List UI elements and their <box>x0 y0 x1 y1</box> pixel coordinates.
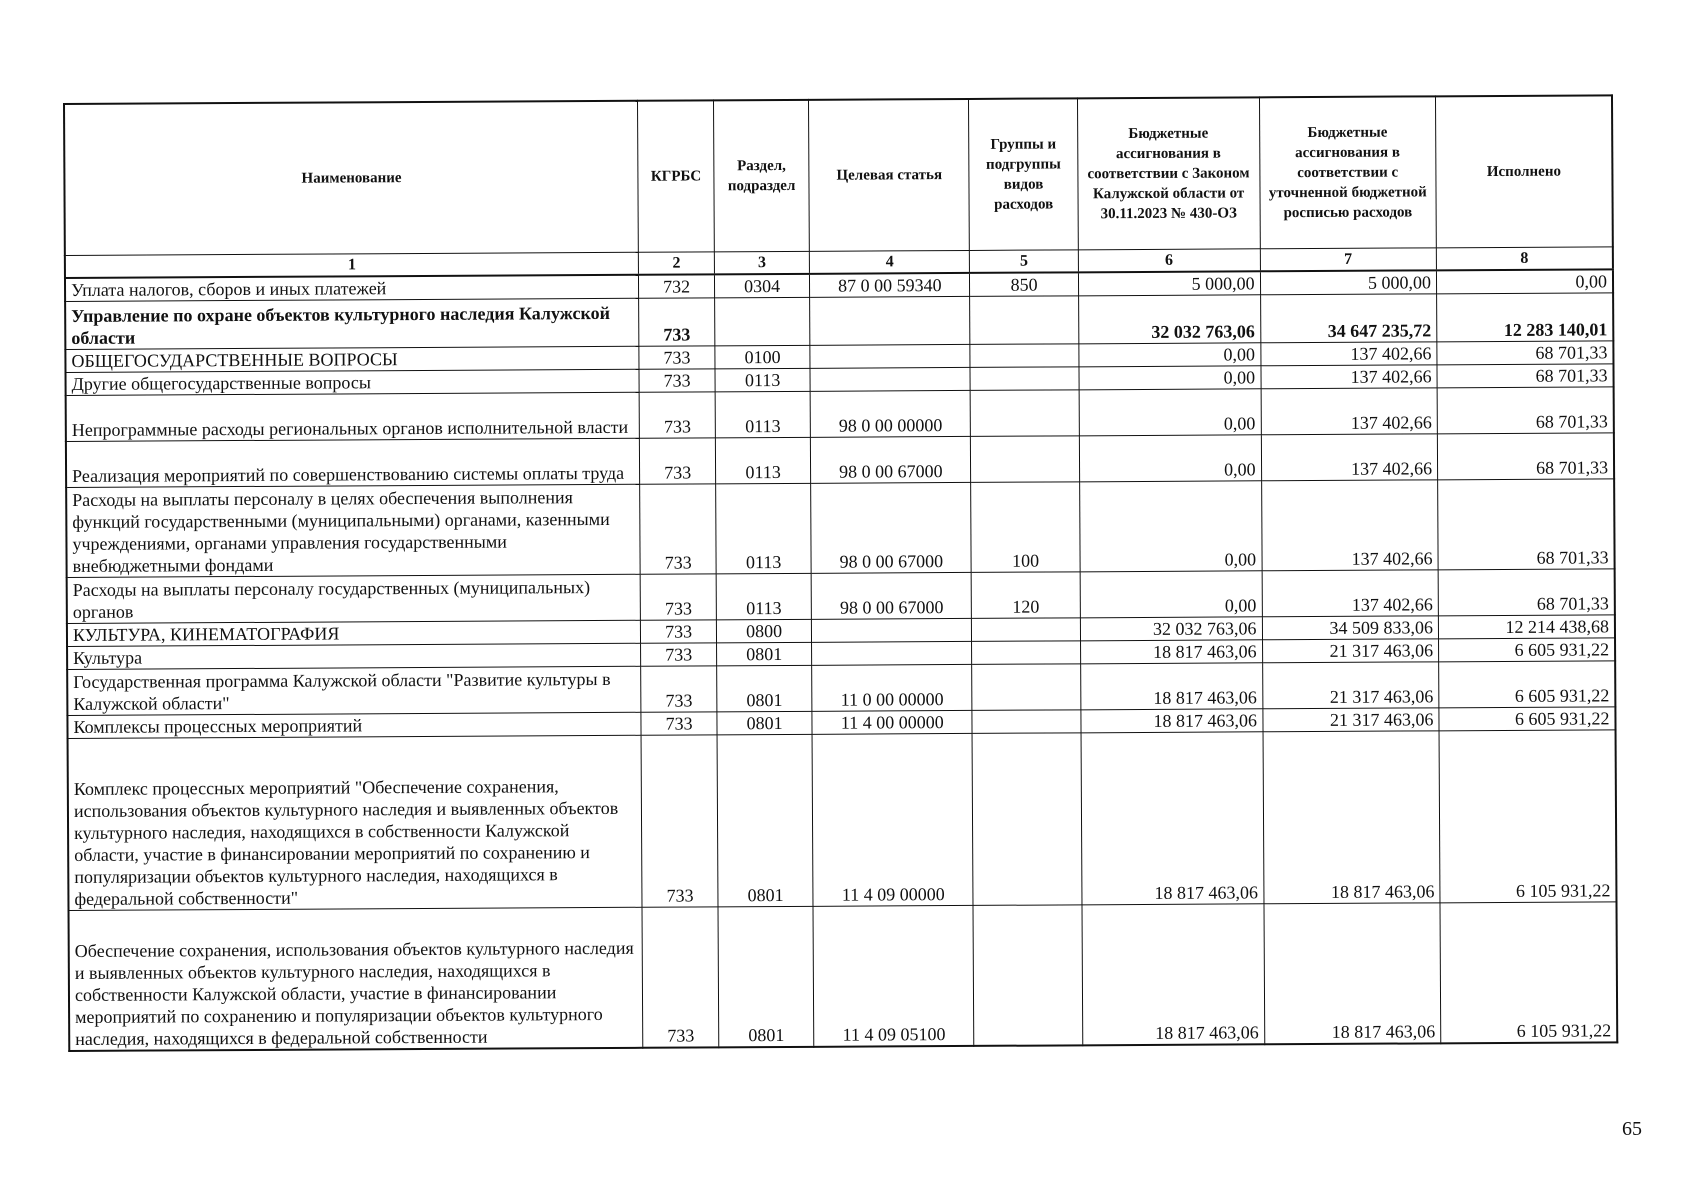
table-row <box>67 569 1615 624</box>
col-header-target: Целевая статья <box>809 99 970 251</box>
row-law-amount: 18 817 463,06 <box>1081 709 1263 733</box>
row-name: Комплексы процессных мероприятий <box>67 712 641 738</box>
col-header-law: Бюджетные ассигнования в соответствии с Законом Калужской области от 30.11.2023 № 430-ОЗ <box>1077 97 1260 250</box>
row-executed-amount: 68 701,33 <box>1437 364 1614 388</box>
row-name: Другие общегосударственные вопросы <box>66 369 640 395</box>
row-kgrbs: 733 <box>639 369 715 392</box>
row-section: 0801 <box>717 642 812 666</box>
row-law-amount: 0,00 <box>1079 343 1261 367</box>
row-section: 0113 <box>715 437 811 484</box>
row-group: 850 <box>970 272 1078 296</box>
row-section: 0113 <box>716 483 812 574</box>
row-group <box>972 641 1080 665</box>
row-section: 0113 <box>716 573 812 620</box>
col-number: 4 <box>810 250 970 273</box>
col-number: 6 <box>1078 249 1260 273</box>
row-group <box>970 296 1079 345</box>
row-section: 0800 <box>716 619 811 643</box>
row-executed-amount: 6 105 931,22 <box>1439 730 1616 903</box>
row-target: 11 0 00 00000 <box>812 664 972 711</box>
row-group <box>971 390 1080 437</box>
row-target: 98 0 00 67000 <box>811 482 972 573</box>
row-target: 11 4 09 05100 <box>813 905 974 1046</box>
row-law-amount: 18 817 463,06 <box>1081 732 1264 905</box>
col-number: 7 <box>1260 248 1437 271</box>
row-executed-amount: 0,00 <box>1436 269 1613 293</box>
row-section: 0801 <box>717 711 812 735</box>
page-number: 65 <box>1622 1118 1642 1140</box>
row-name: Расходы на выплаты персоналу в целях обеспечения выполнения функций государственными (муниципальными) органами, казенными учреждениями, органами управления государственными внебюджетными фондами <box>66 484 640 577</box>
col-header-section: Раздел, подраздел <box>713 100 809 252</box>
row-group <box>972 710 1080 734</box>
table-row <box>68 730 1617 911</box>
row-section: 0113 <box>715 391 811 438</box>
row-section: 0304 <box>714 274 809 298</box>
row-group <box>972 618 1080 642</box>
row-refined-amount: 21 317 463,06 <box>1262 639 1439 663</box>
row-law-amount: 18 817 463,06 <box>1082 904 1265 1045</box>
row-target <box>810 367 970 391</box>
budget-table <box>63 94 1618 1051</box>
row-target: 11 4 09 00000 <box>812 733 973 906</box>
row-kgrbs: 733 <box>641 735 718 907</box>
row-executed-amount: 68 701,33 <box>1438 479 1615 570</box>
row-executed-amount: 68 701,33 <box>1438 569 1615 616</box>
table-row <box>67 661 1615 716</box>
col-header-name: Наименование <box>64 101 639 256</box>
row-section: 0113 <box>715 368 810 392</box>
row-target <box>812 618 972 642</box>
row-name: Культура <box>67 643 641 669</box>
row-name: Уплата налогов, сборов и иных платежей <box>65 275 639 302</box>
row-kgrbs: 733 <box>641 666 717 712</box>
row-name: Управление по охране объектов культурного наследия Калужской области <box>65 298 639 349</box>
row-refined-amount: 137 402,66 <box>1262 570 1439 617</box>
row-target: 87 0 00 59340 <box>810 273 970 297</box>
budget-document <box>63 94 1618 1051</box>
row-executed-amount: 12 214 438,68 <box>1438 615 1615 639</box>
row-refined-amount: 137 402,66 <box>1261 388 1438 435</box>
row-kgrbs: 733 <box>640 574 716 620</box>
row-kgrbs: 733 <box>642 907 719 1047</box>
row-name: КУЛЬТУРА, КИНЕМАТОГРАФИЯ <box>67 620 641 646</box>
row-group <box>972 664 1081 711</box>
row-target: 98 0 00 67000 <box>811 572 971 619</box>
col-header-kgrbs: КГРБС <box>638 100 715 252</box>
row-kgrbs: 733 <box>641 643 717 666</box>
row-law-amount: 0,00 <box>1079 389 1261 436</box>
row-refined-amount: 21 317 463,06 <box>1262 708 1439 732</box>
row-law-amount: 0,00 <box>1079 481 1261 572</box>
col-number: 1 <box>65 252 639 278</box>
col-number: 5 <box>970 250 1078 273</box>
col-header-groups: Группы и подгруппы видов расходов <box>969 98 1078 250</box>
row-name: Непрограммные расходы региональных органов исполнительной власти <box>66 392 640 441</box>
row-kgrbs: 733 <box>639 298 715 346</box>
row-law-amount: 32 032 763,06 <box>1078 295 1260 344</box>
row-executed-amount: 68 701,33 <box>1437 387 1614 434</box>
row-refined-amount: 137 402,66 <box>1261 480 1438 571</box>
row-target: 98 0 00 67000 <box>811 436 971 483</box>
row-kgrbs: 733 <box>640 484 716 574</box>
row-section <box>715 297 811 346</box>
table-row <box>66 479 1614 578</box>
table-row <box>66 387 1614 442</box>
row-target: 98 0 00 00000 <box>810 390 970 437</box>
row-refined-amount: 34 509 833,06 <box>1262 616 1439 640</box>
row-target <box>812 641 972 665</box>
row-group <box>970 344 1078 368</box>
row-law-amount: 0,00 <box>1079 435 1261 482</box>
row-kgrbs: 733 <box>641 620 717 643</box>
row-law-amount: 32 032 763,06 <box>1080 617 1262 641</box>
row-executed-amount: 6 605 931,22 <box>1439 707 1616 731</box>
row-name: Комплекс процессных мероприятий "Обеспечение сохранения, использования объектов культурного наследия и выявленных объектов культурного наследия, находящихся в собственности Калужской области, участие в финансировании мероприятий по сохранению и популяризации объектов культурного наследия, находящихся в федеральной собственности" <box>68 735 643 910</box>
table-row <box>69 902 1618 1051</box>
header-row <box>64 95 1613 255</box>
row-name: Обеспечение сохранения, использования объектов культурного наследия и выявленных объектов культурного наследия, находящихся в собственности Калужской области, участие в финансировании мероприятий по сохранению и популяризации объектов культурного наследия, находящихся в федеральной собственности <box>69 907 643 1050</box>
row-refined-amount: 137 402,66 <box>1261 434 1438 481</box>
row-section: 0100 <box>715 345 810 369</box>
col-number: 2 <box>639 252 715 275</box>
row-target: 11 4 00 00000 <box>812 710 972 734</box>
row-group <box>971 436 1080 483</box>
row-executed-amount: 6 605 931,22 <box>1438 638 1615 662</box>
row-group <box>973 905 1082 1046</box>
row-name: Государственная программа Калужской области "Развитие культуры в Калужской области" <box>67 666 641 715</box>
table-row <box>66 433 1614 488</box>
row-kgrbs: 733 <box>641 712 717 735</box>
row-refined-amount: 21 317 463,06 <box>1262 662 1439 709</box>
row-refined-amount: 34 647 235,72 <box>1260 294 1437 343</box>
col-header-refined: Бюджетные ассигнования в соответствии с уточненной бюджетной росписью расходов <box>1259 96 1436 248</box>
row-name: Расходы на выплаты персоналу государственных (муниципальных) органов <box>67 574 641 623</box>
row-kgrbs: 732 <box>639 274 715 298</box>
row-refined-amount: 137 402,66 <box>1261 365 1438 389</box>
table-row <box>65 293 1613 350</box>
row-kgrbs: 733 <box>640 438 716 484</box>
row-executed-amount: 12 283 140,01 <box>1437 293 1614 342</box>
row-executed-amount: 6 105 931,22 <box>1440 902 1617 1043</box>
row-section: 0801 <box>717 734 813 907</box>
row-kgrbs: 733 <box>639 392 715 438</box>
col-number: 8 <box>1436 247 1613 270</box>
row-name: ОБЩЕГОСУДАРСТВЕННЫЕ ВОПРОСЫ <box>65 346 639 372</box>
row-refined-amount: 137 402,66 <box>1260 342 1437 366</box>
row-executed-amount: 68 701,33 <box>1437 433 1614 480</box>
row-target <box>810 296 970 345</box>
row-group <box>970 367 1078 391</box>
row-refined-amount: 18 817 463,06 <box>1264 903 1441 1044</box>
row-law-amount: 0,00 <box>1080 571 1262 618</box>
row-name: Реализация мероприятий по совершенствованию системы оплаты труда <box>66 438 640 487</box>
col-header-executed: Исполнено <box>1435 95 1612 247</box>
row-law-amount: 18 817 463,06 <box>1080 640 1262 664</box>
row-executed-amount: 6 605 931,22 <box>1439 661 1616 708</box>
col-number: 3 <box>714 251 809 274</box>
row-executed-amount: 68 701,33 <box>1437 341 1614 365</box>
row-refined-amount: 18 817 463,06 <box>1263 731 1440 904</box>
row-kgrbs: 733 <box>639 346 715 369</box>
row-group: 120 <box>972 572 1081 619</box>
row-refined-amount: 5 000,00 <box>1260 270 1437 294</box>
row-section: 0801 <box>717 665 813 712</box>
row-section: 0801 <box>718 906 814 1047</box>
row-law-amount: 18 817 463,06 <box>1080 663 1262 710</box>
row-target <box>810 344 970 368</box>
row-law-amount: 0,00 <box>1079 366 1261 390</box>
row-law-amount: 5 000,00 <box>1078 271 1260 296</box>
row-group: 100 <box>971 482 1080 573</box>
row-group <box>972 733 1081 906</box>
